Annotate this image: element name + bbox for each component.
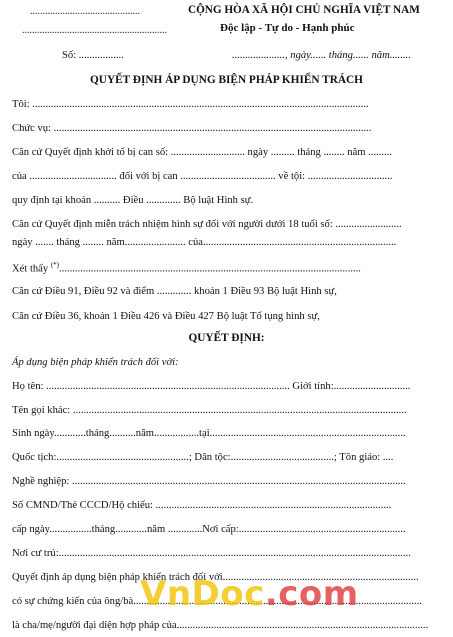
- line-quyet-dinh-doi-voi: Quyết định áp dụng biện pháp khiển trách đối với..........................................................................: [12, 572, 419, 583]
- xet-thay-dots: ..................................................................................................................: [59, 263, 361, 275]
- line-cha-me: là cha/mẹ/người đại diện hợp pháp của...............................................................................................: [12, 620, 429, 631]
- line-cap-ngay: cấp ngày................tháng............năm .............Nơi cấp:...............................................................: [12, 524, 406, 535]
- line-ngay-thang: ngày ....... tháng ........ năm....................... của.........................................................................: [12, 237, 397, 248]
- line-sinh-ngay: Sinh ngày............tháng..........năm.................tại..........................................................................: [12, 428, 406, 439]
- line-ap-dung: Áp dụng biện pháp khiển trách đối với:: [12, 357, 179, 368]
- watermark-part-vn: Vn: [140, 574, 192, 614]
- xet-thay-label: Xét thấy: [12, 263, 49, 275]
- line-ho-ten: Họ tên: ............................................................................................ Giới tính:.............................: [12, 381, 411, 392]
- line-can-cu-bltths: Căn cứ Điều 36, khoản 1 Điều 426 và Điều 427 Bộ luật Tố tụng hình sự,: [12, 311, 320, 322]
- watermark-part-dot: .: [264, 574, 279, 614]
- watermark-part-com: com: [278, 574, 359, 614]
- line-toi: Tôi: ...............................................................................................................................: [12, 99, 369, 110]
- agency-dots-1: ............................................: [30, 6, 140, 17]
- decision-heading: QUYẾT ĐỊNH:: [188, 332, 265, 344]
- watermark-part-doc: Doc: [191, 574, 265, 614]
- footnote-marker: (*): [50, 261, 60, 269]
- line-xet-thay: [12, 259, 361, 276]
- line-chuc-vu: Chức vụ: ........................................................................................................................: [12, 123, 372, 134]
- line-khoi-to: Căn cứ Quyết định khởi tố bị can số: ............................ ngày ......... tháng ........ năm .........: [12, 147, 393, 158]
- national-title: CỘNG HÒA XÃ HỘI CHỦ NGHĨA VIỆT NAM: [188, 4, 420, 16]
- document-number: Số: .................: [62, 50, 124, 61]
- national-motto: Độc lập - Tự do - Hạnh phúc: [220, 22, 355, 34]
- line-quoc-tich: Quốc tịch:..................................................; Dân tộc:.......................................; Tôn giáo: ....: [12, 452, 394, 463]
- line-cua: của ................................. đối với bị can .................................... về tội: ................................: [12, 171, 393, 182]
- agency-dots-2: ..........................................................: [22, 25, 167, 36]
- line-cmnd: Số CMND/Thẻ CCCD/Hộ chiếu: .........................................................................................: [12, 500, 392, 511]
- line-nghe-nghiep: Nghề nghiệp: ..............................................................................................................................: [12, 476, 406, 487]
- document-date: ...................., ngày...... tháng...... năm........: [232, 50, 411, 61]
- document-title: QUYẾT ĐỊNH ÁP DỤNG BIỆN PHÁP KHIỂN TRÁCH: [90, 74, 363, 86]
- line-can-cu-blhs: Căn cứ Điều 91, Điều 92 và điểm ............. khoản 1 Điều 93 Bộ luật Hình sự,: [12, 286, 337, 297]
- line-mien-trach-nhiem: Căn cứ Quyết định miễn trách nhiệm hình sự đối với người dưới 18 tuổi số: .........................: [12, 219, 402, 230]
- line-noi-cu-tru: Nơi cư trú:.....................................................................................................................................: [12, 548, 411, 559]
- line-ten-goi-khac: Tên gọi khác: ..............................................................................................................................: [12, 405, 407, 416]
- vndoc-watermark: [140, 574, 359, 614]
- line-quy-dinh: quy định tại khoản .......... Điều ............. Bộ luật Hình sự.: [12, 195, 254, 206]
- line-chung-kien: có sự chứng kiến của ông/bà.............................................................................................................: [12, 596, 422, 607]
